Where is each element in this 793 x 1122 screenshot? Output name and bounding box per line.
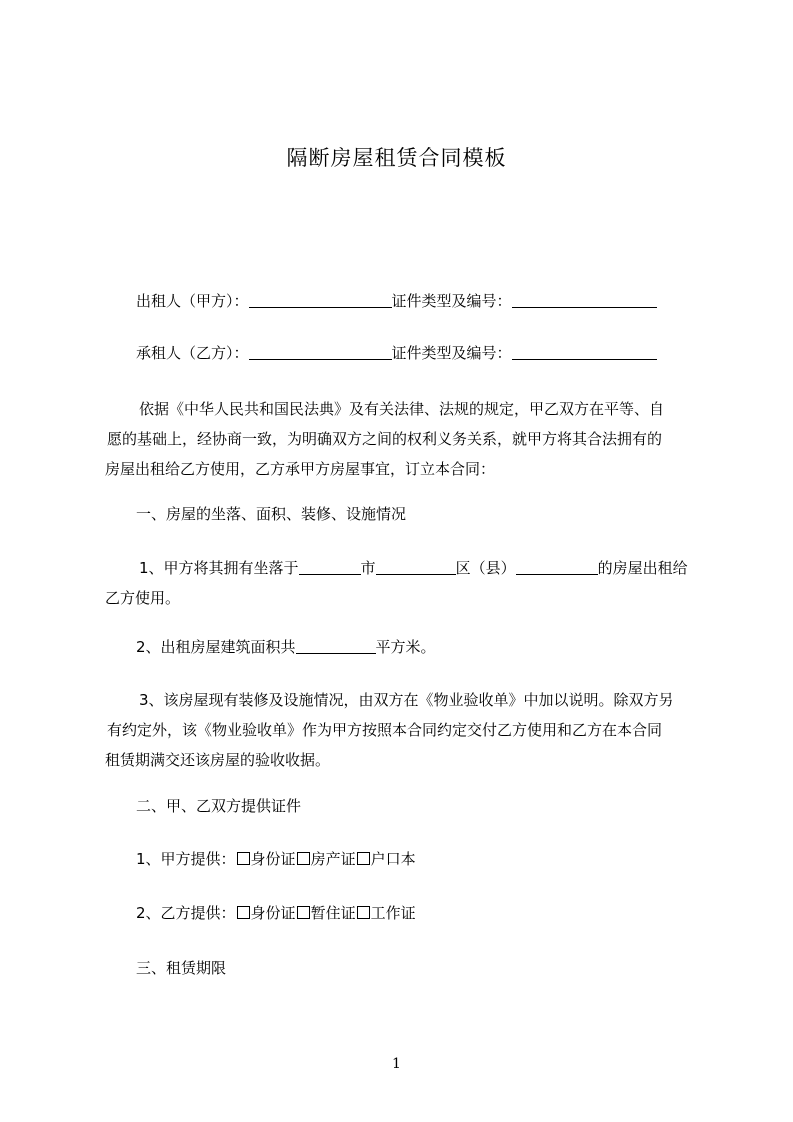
lessor-name-blank[interactable] <box>249 291 392 308</box>
intro-line-3: 房屋出租给乙方使用，乙方承甲方房屋事宜，订立本合同： <box>105 460 496 478</box>
lessee-id-label: 证件类型及编号： <box>391 344 512 362</box>
section1-heading: 一、房屋的坐落、面积、装修、设施情况 <box>136 505 407 523</box>
document-title: 隔断房屋租赁合同模板 <box>286 146 507 170</box>
section1-item2 <box>136 635 436 659</box>
section1-item1-line2: 乙方使用。 <box>105 589 181 607</box>
lessor-label: 出租人（甲方）： <box>136 292 249 310</box>
item1-city-label: 市 <box>360 559 376 577</box>
party-b-option-3: 工作证 <box>370 904 416 922</box>
section2-heading: 二、甲、乙双方提供证件 <box>136 797 302 815</box>
section1-item3-line3: 租赁期满交还该房屋的验收收据。 <box>105 751 331 769</box>
lessee-label: 承租人（乙方）： <box>136 344 249 362</box>
item2-suffix: 平方米。 <box>375 638 436 656</box>
party-a-documents <box>136 847 416 871</box>
item1-district-label: 区（县） <box>455 559 516 577</box>
intro-paragraph <box>105 394 705 484</box>
party-a-option-3: 户口本 <box>370 850 416 868</box>
page-number: 1 <box>392 1056 401 1072</box>
lessor-line <box>136 289 657 313</box>
party-b-work-permit-checkbox[interactable] <box>357 906 370 919</box>
intro-line-1: 依据《中华人民共和国民法典》及有关法律、法规的规定，甲乙双方在平等、自 <box>139 400 665 418</box>
section1-item1-line1 <box>105 553 705 583</box>
item2-prefix: 2、出租房屋建筑面积共 <box>136 638 296 656</box>
section3-heading: 三、租赁期限 <box>136 959 227 977</box>
item1-prefix: 1、甲方将其拥有坐落于 <box>139 559 299 577</box>
party-a-option-2: 房产证 <box>310 850 356 868</box>
intro-line-2: 愿的基础上，经协商一致，为明确双方之间的权利义务关系，就甲方将其合法拥有的 <box>107 430 663 448</box>
party-b-option-1: 身份证 <box>250 904 296 922</box>
lessor-id-label: 证件类型及编号： <box>391 292 512 310</box>
party-b-label: 2、乙方提供： <box>136 904 236 922</box>
party-b-documents <box>136 901 416 925</box>
city-blank[interactable] <box>299 558 361 575</box>
party-b-option-2: 暂住证 <box>310 904 356 922</box>
party-b-id-card-checkbox[interactable] <box>237 906 250 919</box>
address-blank[interactable] <box>516 558 598 575</box>
party-a-hukou-checkbox[interactable] <box>357 852 370 865</box>
lessee-id-blank[interactable] <box>512 343 657 360</box>
section1-item1 <box>105 553 705 613</box>
party-a-option-1: 身份证 <box>250 850 296 868</box>
party-a-label: 1、甲方提供： <box>136 850 236 868</box>
party-a-property-cert-checkbox[interactable] <box>297 852 310 865</box>
section1-item3 <box>105 685 705 775</box>
party-a-id-card-checkbox[interactable] <box>237 852 250 865</box>
lessor-id-blank[interactable] <box>512 291 657 308</box>
area-blank[interactable] <box>296 637 376 654</box>
party-b-residence-permit-checkbox[interactable] <box>297 906 310 919</box>
district-blank[interactable] <box>376 558 456 575</box>
item1-suffix: 的房屋出租给 <box>597 559 688 577</box>
lessee-line <box>136 341 657 365</box>
section1-item3-line2: 有约定外，该《物业验收单》作为甲方按照本合同约定交付乙方使用和乙方在本合同 <box>107 721 663 739</box>
section1-item3-line1: 3、该房屋现有装修及设施情况，由双方在《物业验收单》中加以说明。除双方另 <box>139 691 674 709</box>
lessee-name-blank[interactable] <box>249 343 392 360</box>
